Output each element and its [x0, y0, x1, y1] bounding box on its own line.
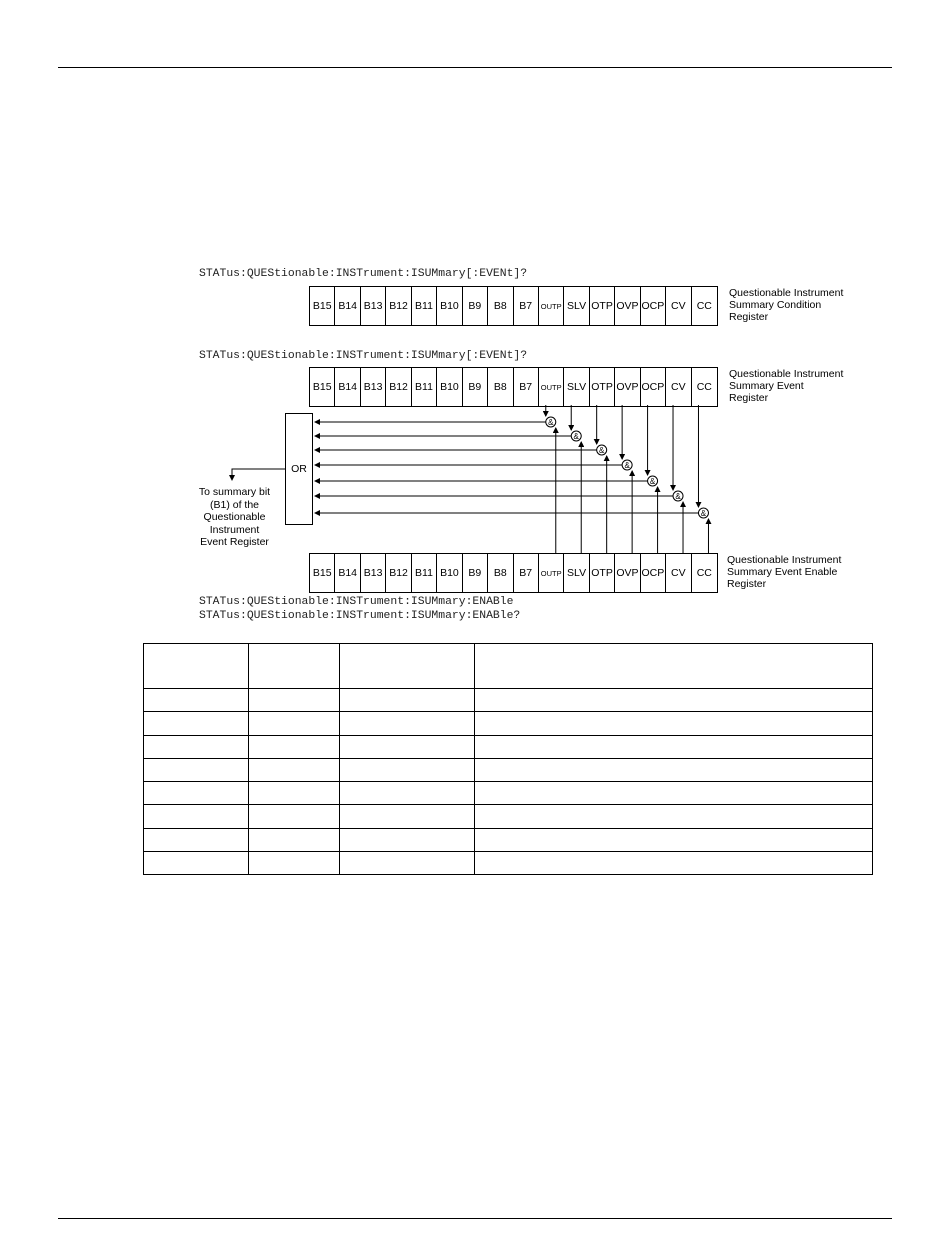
table-cell — [340, 689, 475, 712]
event-label-line-3: Register — [729, 392, 769, 404]
table-row — [144, 782, 873, 805]
table-cell — [249, 689, 340, 712]
table-cell — [249, 805, 340, 828]
enable-bit-cc: CC — [696, 567, 712, 579]
table-cell — [475, 828, 873, 851]
event-bit-b8: B8 — [488, 368, 513, 406]
table-cell — [475, 644, 873, 689]
condition-bit-outp: OUTP — [539, 287, 564, 325]
table-cell — [340, 758, 475, 781]
condition-bit-cc: CC — [696, 300, 712, 312]
table-cell — [475, 782, 873, 805]
table-cell — [249, 735, 340, 758]
enable-bit-ocp: OCP — [641, 554, 666, 592]
event-bit-slv: SLV — [564, 368, 589, 406]
and-gate-symbol: & — [548, 418, 554, 427]
table-cell — [475, 851, 873, 874]
event-bit-b12: B12 — [386, 368, 411, 406]
or-gate-label: OR — [291, 463, 307, 475]
summary-line-4: Instrument — [209, 523, 260, 536]
enable-bit-ovp: OVP — [615, 554, 640, 592]
table-cell — [144, 851, 249, 874]
condition-label-line-2: Summary Condition — [729, 299, 822, 311]
table-cell — [144, 644, 249, 689]
condition-bit-ocp: OCP — [641, 287, 666, 325]
table-cell — [144, 735, 249, 758]
table-cell — [340, 851, 475, 874]
event-bit-b7: B7 — [514, 368, 539, 406]
table-row — [144, 689, 873, 712]
bit-table — [143, 643, 873, 875]
event-bit-b10: B10 — [437, 368, 462, 406]
condition-bit-b10: B10 — [437, 287, 462, 325]
condition-bit-slv: SLV — [564, 287, 589, 325]
condition-label-line-1: Questionable Instrument — [729, 287, 844, 299]
table-cell — [249, 758, 340, 781]
and-gate-symbol: & — [573, 432, 579, 441]
table-header-row — [144, 644, 873, 689]
event-label-line-2: Summary Event — [729, 380, 804, 392]
event-bit-cv: CV — [666, 368, 691, 406]
table-cell — [249, 782, 340, 805]
event-label-line-1: Questionable Instrument — [729, 368, 844, 380]
table-cell — [249, 644, 340, 689]
condition-bit-b14: B14 — [335, 287, 360, 325]
table-row — [144, 851, 873, 874]
and-gate-symbol: & — [675, 492, 681, 501]
table-row — [144, 712, 873, 735]
table-cell — [475, 735, 873, 758]
condition-bit-b12: B12 — [386, 287, 411, 325]
condition-bit-b13: B13 — [361, 287, 386, 325]
enable-bit-cv: CV — [666, 554, 691, 592]
and-gate-symbol: & — [649, 477, 656, 486]
event-bit-b13: B13 — [361, 368, 386, 406]
table-cell — [249, 828, 340, 851]
event-bit-outp: OUTP — [539, 368, 564, 406]
event-bit-b11: B11 — [412, 368, 437, 406]
event-bit-b15: B15 — [310, 368, 335, 406]
enable-bit-slv: SLV — [564, 554, 589, 592]
enable-bit-b12: B12 — [386, 554, 411, 592]
table-cell — [249, 712, 340, 735]
table-cell — [144, 782, 249, 805]
condition-bit-ovp: OVP — [615, 287, 640, 325]
enable-bit-b9: B9 — [463, 554, 488, 592]
enable-set-command: STATus:QUEStionable:INSTrument:ISUMmary:ENABle — [199, 596, 514, 608]
table-row — [144, 735, 873, 758]
and-gate-symbol: & — [599, 446, 605, 455]
table-cell — [249, 851, 340, 874]
condition-query-command: STATus:QUEStionable:INSTrument:ISUMmary[:EVENt]? — [199, 268, 528, 280]
table-cell — [340, 828, 475, 851]
enable-query-command: STATus:QUEStionable:INSTrument:ISUMmary:ENABle? — [199, 610, 521, 622]
condition-bit-b7: B7 — [514, 287, 539, 325]
table-cell — [144, 758, 249, 781]
enable-bit-otp: OTP — [590, 554, 615, 592]
condition-bit-otp: OTP — [590, 287, 615, 325]
enable-bit-b15: B15 — [310, 554, 335, 592]
footer-rule — [58, 1218, 892, 1219]
event-bit-b14: B14 — [335, 368, 360, 406]
table-cell — [144, 805, 249, 828]
event-bit-otp: OTP — [590, 368, 615, 406]
event-bit-b9: B9 — [463, 368, 488, 406]
enable-bit-b14: B14 — [335, 554, 360, 592]
table-cell — [475, 805, 873, 828]
enable-bit-b13: B13 — [361, 554, 386, 592]
table-cell — [340, 782, 475, 805]
event-bit-ocp: OCP — [641, 368, 666, 406]
enable-label-line-3: Register — [727, 578, 767, 590]
table-cell — [475, 712, 873, 735]
table-cell — [340, 644, 475, 689]
table-row — [144, 758, 873, 781]
enable-bit-outp: OUTP — [539, 554, 564, 592]
enable-bit-b10: B10 — [437, 554, 462, 592]
and-gate-symbol: & — [624, 461, 630, 470]
and-gate-symbol: & — [700, 509, 707, 518]
condition-label-line-3: Register — [729, 311, 769, 323]
summary-line-1: To summary bit — [198, 486, 271, 498]
summary-line-3: Questionable — [203, 511, 266, 523]
table-row — [144, 828, 873, 851]
condition-bit-b8: B8 — [488, 287, 513, 325]
enable-bit-b7: B7 — [514, 554, 539, 592]
table-cell — [340, 712, 475, 735]
condition-bit-b11: B11 — [412, 287, 437, 325]
table-cell — [475, 758, 873, 781]
wire-group — [315, 405, 708, 553]
enable-bit-b8: B8 — [488, 554, 513, 592]
table-cell — [144, 828, 249, 851]
table-row — [144, 805, 873, 828]
summary-line-2: (B1) of the — [209, 498, 260, 511]
event-bit-ovp: OVP — [615, 368, 640, 406]
or-output-wire — [232, 469, 285, 480]
table-cell — [144, 689, 249, 712]
enable-label-line-2: Summary Event Enable — [727, 566, 838, 578]
table-cell — [340, 805, 475, 828]
enable-label-line-1: Questionable Instrument — [727, 554, 842, 566]
condition-bit-b9: B9 — [463, 287, 488, 325]
table-cell — [144, 712, 249, 735]
condition-bit-cv: CV — [666, 287, 691, 325]
condition-bit-b15: B15 — [310, 287, 335, 325]
table-cell — [475, 689, 873, 712]
table-cell — [340, 735, 475, 758]
summary-line-5: Event Register — [200, 536, 269, 548]
event-bit-cc: CC — [696, 381, 712, 393]
enable-bit-b11: B11 — [412, 554, 437, 592]
event-query-command: STATus:QUEStionable:INSTrument:ISUMmary[:EVENt]? — [199, 350, 528, 362]
